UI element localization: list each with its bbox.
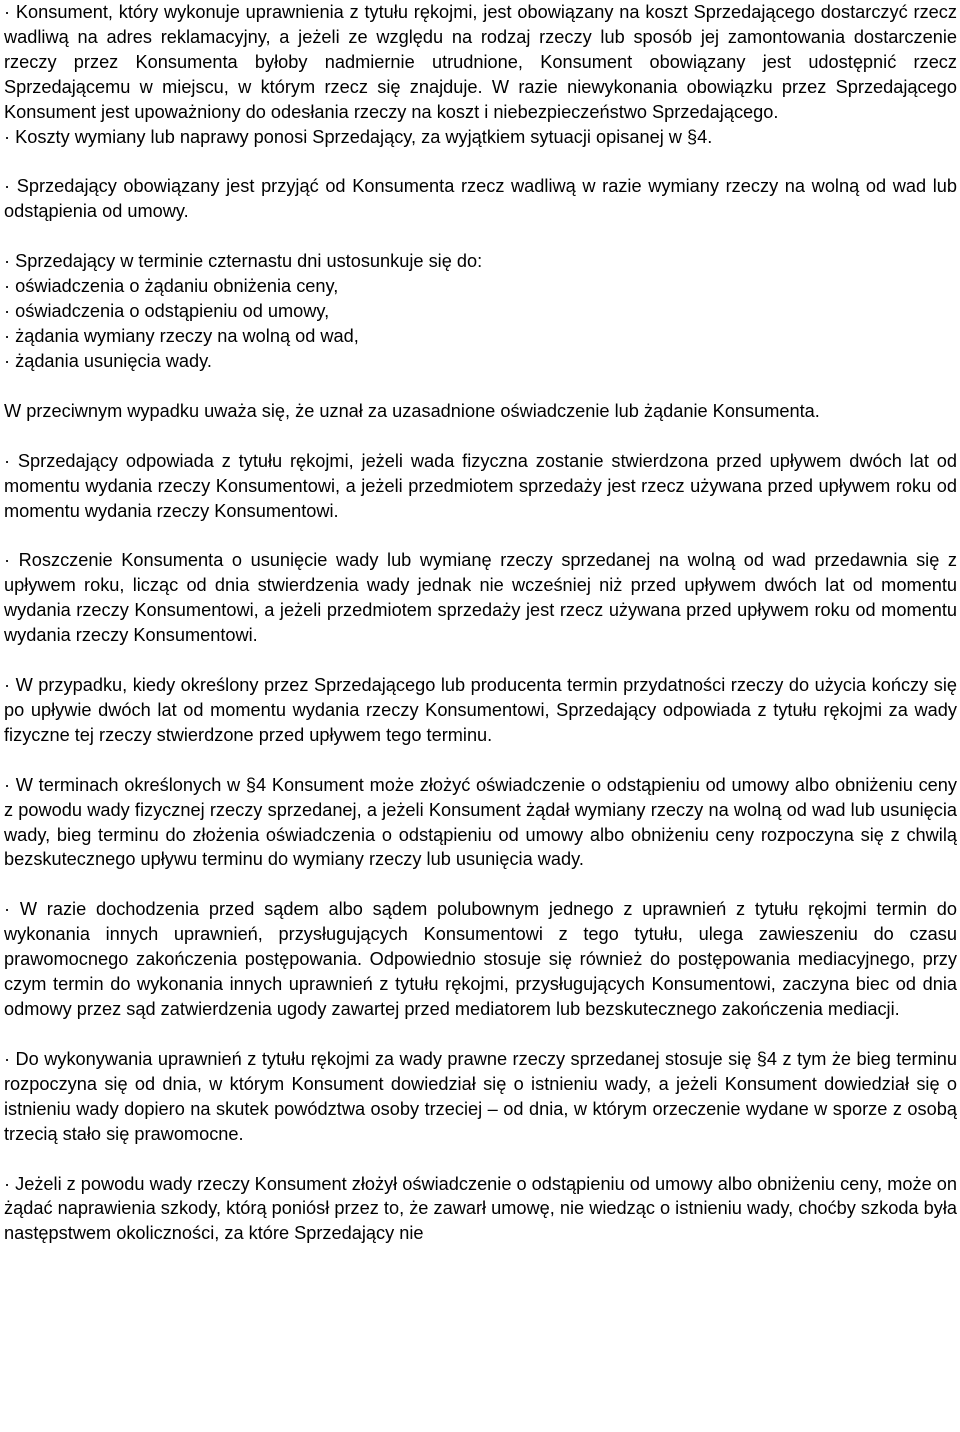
list-item: · oświadczenia o żądaniu obniżenia ceny, [4, 276, 339, 297]
paragraph-court-suspension: · W razie dochodzenia przed sądem albo sądem polubownym jednego z uprawnień z tytułu rękojmi termin do wykonania innych uprawnień, przysługujących Konsumentowi z tego tytułu, ulega zawieszeniu do czasu prawomocnego zakończenia postępowania. Odpowiednio stosuje się również do postępowania mediacyjnego, przy czym termin do wykonania innych uprawnień z tytułu rękojmi, przysługujących Konsumentowi, zaczyna biec od dnia odmowy przez sąd zatwierdzenia ugody zawartej przed mediatorem lub bezskutecznego zakończenia mediacji. [4, 899, 957, 1019]
paragraph-spacer [4, 1147, 957, 1172]
paragraph-spacer [4, 149, 957, 174]
list-item: · żądania wymiany rzeczy na wolną od wad, [4, 325, 359, 346]
list-item: · oświadczenia o odstąpieniu od umowy, [4, 301, 330, 322]
paragraph-spacer [4, 872, 957, 897]
paragraph-spacer [4, 648, 957, 673]
paragraph-spacer [4, 523, 957, 548]
paragraph-damages: · Jeżeli z powodu wady rzeczy Konsument złożył oświadczenie o odstąpieniu od umowy albo obniżeniu ceny, może on żądać naprawienia szkody, którą poniósł przez to, że zawarł umowę, nie wiedząc o istnieniu wady, choćby szkoda była następstwem okoliczności, za które Sprzedający nie [4, 1173, 957, 1244]
paragraph-response-deadline-outro: W przeciwnym wypadku uważa się, że uznał za uzasadnione oświadczenie lub żądanie Konsumenta. [4, 400, 820, 421]
paragraph-spacer [4, 374, 957, 399]
paragraph-spacer [4, 1022, 957, 1047]
paragraph-spacer [4, 424, 957, 449]
list-item: · żądania usunięcia wady. [4, 350, 212, 371]
paragraph-acceptance-of-defective-item: · Sprzedający obowiązany jest przyjąć od Konsumenta rzecz wadliwą w razie wymiany rzeczy na wolną od wad lub odstąpienia od umowy. [4, 176, 957, 222]
paragraph-legal-defects: · Do wykonywania uprawnień z tytułu rękojmi za wady prawne rzeczy sprzedanej stosuje się §4 z tym że bieg terminu rozpoczyna się od dnia, w którym Konsument dowiedział się o istnieniu wady, a jeżeli Konsument dowiedział się o istnieniu wady dopiero na skutek powództwa osoby trzeciej – od dnia, w którym orzeczenie wydane w sporze z osobą trzecią stało się prawomocne. [4, 1048, 957, 1144]
paragraph-warranty-period: · Sprzedający odpowiada z tytułu rękojmi, jeżeli wada fizyczna zostanie stwierdzona przed upływem dwóch lat od momentu wydania rzeczy Konsumentowi, a jeżeli przedmiotem sprzedaży jest rzecz używana przed upływem roku od momentu wydania rzeczy Konsumentowi. [4, 450, 957, 521]
paragraph-spacer [4, 748, 957, 773]
paragraph-expiry-date-warranty: · W przypadku, kiedy określony przez Sprzedającego lub producenta termin przydatności rzeczy do użycia kończy się po upływie dwóch lat od momentu wydania rzeczy Konsumentowi, Sprzedający odpowiada z tytułu rękojmi za wady fizyczne tej rzeczy stwierdzone przed upływem tego terminu. [4, 675, 957, 745]
paragraph-claim-limitation: · Roszczenie Konsumenta o usunięcie wady lub wymianę rzeczy sprzedanej na wolną od wad przedawnia się z upływem roku, licząc od dnia stwierdzenia wady jednak nie wcześniej niż przed upływem dwóch lat od momentu wydania rzeczy Konsumentowi, a jeżeli przedmiotem sprzedaży jest rzecz używana przed upływem roku od momentu wydania rzeczy Konsumentowi. [4, 550, 957, 646]
paragraph-withdrawal-deadlines: · W terminach określonych w §4 Konsument może złożyć oświadczenie o odstąpieniu od umowy albo obniżeniu ceny z powodu wady fizycznej rzeczy sprzedanej, a jeżeli Konsument żądał wymiany rzeczy na wolną od wad lub usunięcia wady, bieg terminu do złożenia oświadczenia o odstąpieniu od umowy albo obniżeniu ceny rozpoczyna się z chwilą bezskutecznego upływu terminu do wymiany rzeczy lub usunięcia wady. [4, 774, 957, 870]
paragraph-spacer [4, 224, 957, 249]
paragraph-repair-costs: · Koszty wymiany lub naprawy ponosi Sprzedający, za wyjątkiem sytuacji opisanej w §4. [4, 126, 713, 147]
paragraph-delivery-of-defective-item: · Konsument, który wykonuje uprawnienia z tytułu rękojmi, jest obowiązany na koszt Sprzedającego dostarczyć rzecz wadliwą na adres reklamacyjny, a jeżeli ze względu na rodzaj rzeczy lub sposób jej zamontowania dostarczenie rzeczy przez Konsumenta byłoby nadmiernie utrudnione, Konsument obowiązany jest udostępnić rzecz Sprzedającemu w miejscu, w którym rzecz się znajduje. W razie niewykonania obowiązku przez Sprzedającego Konsument jest upoważniony do odesłania rzeczy na koszt i niebezpieczeństwo Sprzedającego. [4, 2, 957, 122]
paragraph-response-deadline-intro: · Sprzedający w terminie czternastu dni ustosunkuje się do: [4, 251, 483, 272]
